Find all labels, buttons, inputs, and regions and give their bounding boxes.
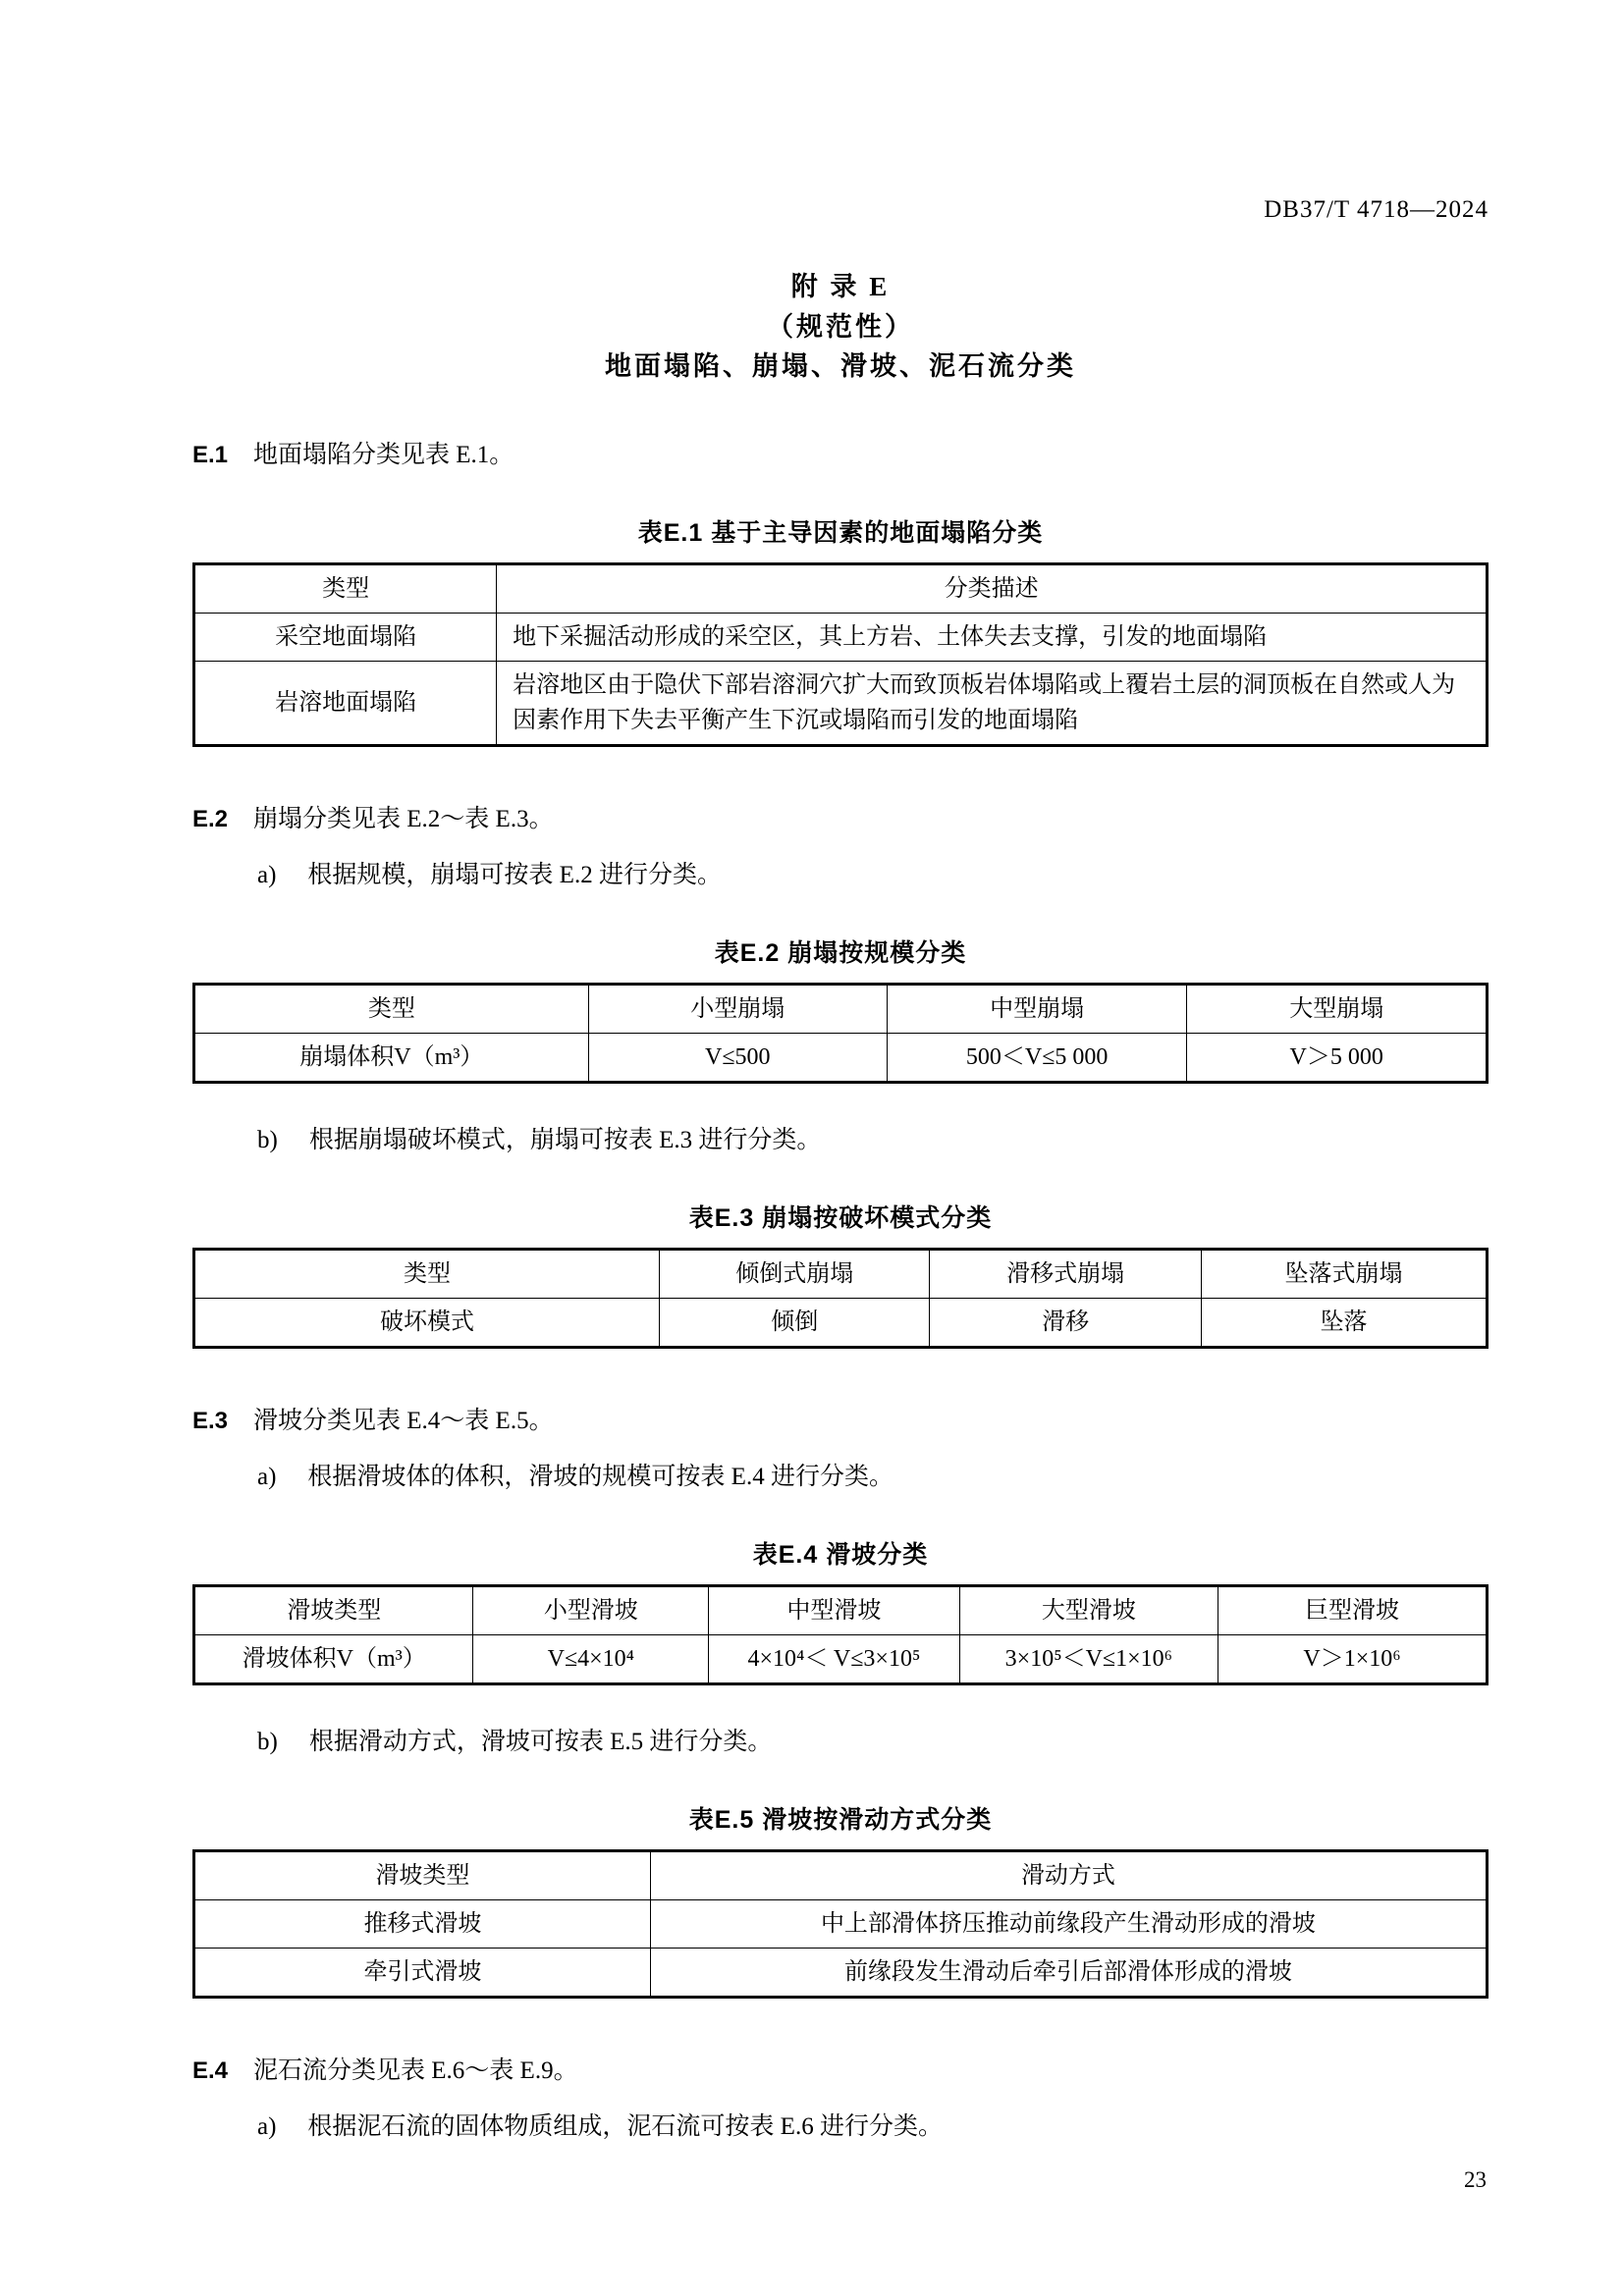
standard-number: DB37/T 4718—2024 <box>1264 196 1489 223</box>
table-header-cell: 滑移式崩塌 <box>930 1249 1202 1298</box>
table-header-cell: 分类描述 <box>497 563 1488 613</box>
item-b-label: b) <box>257 1126 278 1153</box>
table-e1 <box>192 562 1489 747</box>
section-e1-text: 地面塌陷分类见表 E.1。 <box>253 441 514 468</box>
table-cell: 崩塌体积V（m³） <box>194 1033 589 1082</box>
table-e2-caption: 表E.2 崩塌按规模分类 <box>714 938 967 967</box>
content-area <box>192 0 1489 2144</box>
table-header-cell: 大型滑坡 <box>959 1585 1218 1634</box>
table-header-cell: 类型 <box>194 984 589 1033</box>
table-cell: 牵引式滑坡 <box>194 1948 651 1997</box>
table-e3-caption: 表E.3 崩塌按破坏模式分类 <box>688 1203 993 1232</box>
table-header-cell: 巨型滑坡 <box>1218 1585 1488 1634</box>
item-a-text: 根据规模，崩塌可按表 E.2 进行分类。 <box>307 861 722 888</box>
section-e3-text: 滑坡分类见表 E.4～表 E.5。 <box>253 1407 554 1434</box>
table-e5-caption: 表E.5 滑坡按滑动方式分类 <box>688 1805 993 1834</box>
table-cell: V≤500 <box>588 1033 887 1082</box>
table-header-cell: 倾倒式崩塌 <box>660 1249 930 1298</box>
table-e5 <box>192 1849 1489 1999</box>
item-b-text: 根据滑动方式，滑坡可按表 E.5 进行分类。 <box>308 1728 773 1755</box>
section-e2-item-b <box>192 1123 1489 1157</box>
item-b-text: 根据崩塌破坏模式，崩塌可按表 E.3 进行分类。 <box>308 1126 822 1153</box>
table-cell: 岩溶地区由于隐伏下部岩溶洞穴扩大而致顶板岩体塌陷或上覆岩土层的洞顶板在自然或人为因素作用下失去平衡产生下沉或塌陷而引发的地面塌陷 <box>497 661 1488 745</box>
table-header-row <box>194 1585 1488 1634</box>
section-e2-label: E.2 <box>192 805 229 832</box>
appendix-heading: 地面塌陷、崩塌、滑坡、泥石流分类 <box>605 351 1076 381</box>
table-header-cell: 中型崩塌 <box>887 984 1187 1033</box>
table-header-row <box>194 1249 1488 1298</box>
table-header-row <box>194 1850 1488 1899</box>
table-cell: 破坏模式 <box>194 1298 660 1347</box>
table-cell: 坠落 <box>1201 1298 1487 1347</box>
table-header-cell: 坠落式崩塌 <box>1201 1249 1487 1298</box>
table-row <box>194 1033 1488 1082</box>
section-e4-label: E.4 <box>192 2056 229 2084</box>
table-header-cell: 滑坡类型 <box>194 1850 651 1899</box>
section-e2-paragraph <box>192 802 1489 836</box>
table-cell: 地下采掘活动形成的采空区，其上方岩、土体失去支撑，引发的地面塌陷 <box>497 613 1488 661</box>
section-e4-item-a <box>192 2109 1489 2144</box>
table-row <box>194 1634 1488 1683</box>
section-e3-paragraph <box>192 1404 1489 1438</box>
table-cell: 中上部滑体挤压推动前缘段产生滑动形成的滑坡 <box>650 1899 1487 1948</box>
table-header-cell: 大型崩塌 <box>1187 984 1488 1033</box>
appendix-normative-label: （规范性） <box>767 311 914 342</box>
table-cell: 滑坡体积V（m³） <box>194 1634 473 1683</box>
section-e1-label: E.1 <box>192 441 229 468</box>
table-e1-caption: 表E.1 基于主导因素的地面塌陷分类 <box>637 518 1044 547</box>
table-e4-caption: 表E.4 滑坡分类 <box>752 1540 929 1569</box>
table-cell: 采空地面塌陷 <box>194 613 497 661</box>
table-cell: 前缘段发生滑动后牵引后部滑体形成的滑坡 <box>650 1948 1487 1997</box>
table-cell: 推移式滑坡 <box>194 1899 651 1948</box>
table-header-cell: 滑动方式 <box>650 1850 1487 1899</box>
table-cell: 滑移 <box>930 1298 1202 1347</box>
section-e2-item-a <box>192 858 1489 892</box>
section-e3-item-b <box>192 1725 1489 1759</box>
table-header-cell: 小型滑坡 <box>473 1585 709 1634</box>
item-a-text: 根据滑坡体的体积，滑坡的规模可按表 E.4 进行分类。 <box>307 1463 893 1490</box>
table-row <box>194 1899 1488 1948</box>
table-e4 <box>192 1584 1489 1685</box>
table-header-cell: 中型滑坡 <box>709 1585 959 1634</box>
table-e3 <box>192 1248 1489 1349</box>
section-e3-label: E.3 <box>192 1407 229 1434</box>
table-header-row <box>194 563 1488 613</box>
table-cell: 4×10⁴＜ V≤3×10⁵ <box>709 1634 959 1683</box>
table-header-row <box>194 984 1488 1033</box>
table-cell: 500＜V≤5 000 <box>887 1033 1187 1082</box>
item-a-label: a) <box>257 2112 277 2140</box>
table-row <box>194 1948 1488 1997</box>
table-header-cell: 类型 <box>194 563 497 613</box>
appendix-title-block <box>192 267 1489 387</box>
table-cell: 3×10⁵＜V≤1×10⁶ <box>959 1634 1218 1683</box>
table-header-cell: 类型 <box>194 1249 660 1298</box>
section-e4-text: 泥石流分类见表 E.6～表 E.9。 <box>253 2056 578 2084</box>
item-a-label: a) <box>257 1463 277 1490</box>
item-a-label: a) <box>257 861 277 888</box>
table-header-cell: 滑坡类型 <box>194 1585 473 1634</box>
table-header-cell: 小型崩塌 <box>588 984 887 1033</box>
table-cell: V＞5 000 <box>1187 1033 1488 1082</box>
table-row <box>194 613 1488 661</box>
table-cell: V≤4×10⁴ <box>473 1634 709 1683</box>
table-row <box>194 661 1488 745</box>
table-e2 <box>192 983 1489 1084</box>
section-e1-paragraph <box>192 438 1489 472</box>
appendix-title: 附 录 E <box>790 272 891 301</box>
section-e2-text: 崩塌分类见表 E.2～表 E.3。 <box>253 805 554 832</box>
table-cell: V＞1×10⁶ <box>1218 1634 1488 1683</box>
table-cell: 倾倒 <box>660 1298 930 1347</box>
item-b-label: b) <box>257 1728 278 1755</box>
page-number: 23 <box>1464 2167 1487 2192</box>
section-e4-paragraph <box>192 2054 1489 2088</box>
table-row <box>194 1298 1488 1347</box>
table-cell: 岩溶地面塌陷 <box>194 661 497 745</box>
item-a-text: 根据泥石流的固体物质组成，泥石流可按表 E.6 进行分类。 <box>307 2112 943 2140</box>
section-e3-item-a <box>192 1460 1489 1494</box>
